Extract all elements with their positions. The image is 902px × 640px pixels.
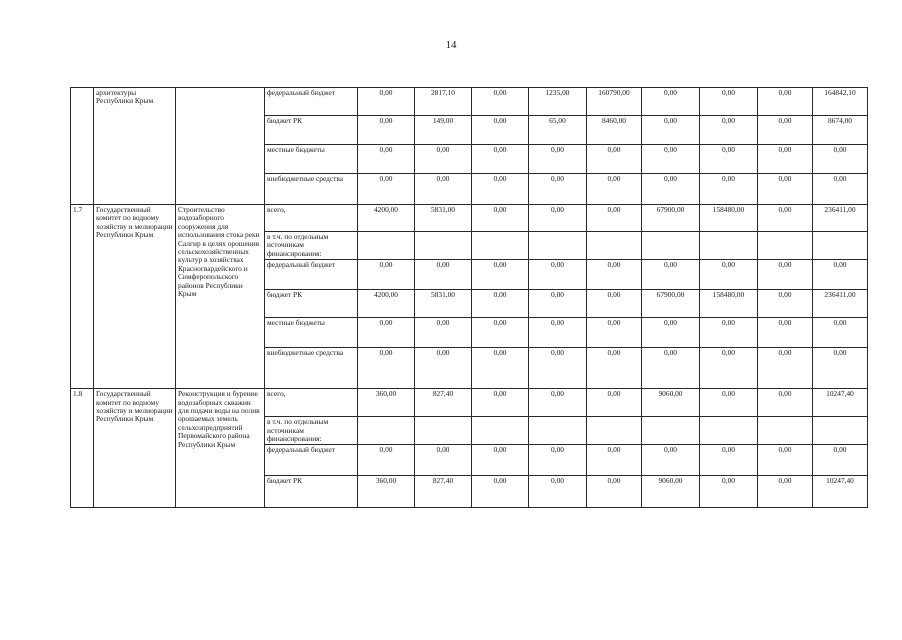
value-cell: 67900,00 <box>642 205 700 232</box>
value-cell: 0,00 <box>758 174 813 205</box>
value-cell: 2817,10 <box>415 88 472 116</box>
value-cell: 0,00 <box>472 389 529 417</box>
value-cell: 0,00 <box>758 389 813 417</box>
value-cell: 0,00 <box>642 348 700 389</box>
value-cell: 0,00 <box>813 318 868 348</box>
value-cell: 0,00 <box>700 389 758 417</box>
value-cell: 4200,00 <box>358 205 415 232</box>
value-cell: 164842,10 <box>813 88 868 116</box>
value-cell: 0,00 <box>700 116 758 145</box>
value-cell: 4200,00 <box>358 290 415 318</box>
value-cell: 0,00 <box>758 145 813 174</box>
value-cell: 0,00 <box>529 318 587 348</box>
value-cell <box>472 232 529 260</box>
value-cell: 0,00 <box>700 88 758 116</box>
value-cell: 0,00 <box>358 88 415 116</box>
value-cell: 0,00 <box>358 145 415 174</box>
value-cell: 0,00 <box>472 145 529 174</box>
funding-source-cell: всего, <box>265 205 358 232</box>
funding-source-cell: местные бюджеты <box>265 318 358 348</box>
value-cell <box>472 417 529 445</box>
value-cell <box>529 232 587 260</box>
value-cell: 827,40 <box>415 389 472 417</box>
activity-cell: Реконструкция и бурение водозаборных скважин для подачи воды на полив орошаемых земель сельхозпредприятий Первомайского района Республики Крым <box>176 389 265 508</box>
value-cell: 360,00 <box>358 389 415 417</box>
value-cell: 67900,00 <box>642 290 700 318</box>
value-cell: 0,00 <box>758 318 813 348</box>
funding-source-cell: федеральный бюджет <box>265 88 358 116</box>
funding-source-cell: в т.ч. по отдельным источникам финансирования: <box>265 232 358 260</box>
value-cell: 0,00 <box>472 205 529 232</box>
row-index-cell: 1.7 <box>71 205 94 389</box>
organization-cell: архитектуры Республики Крым <box>94 88 176 205</box>
value-cell <box>415 417 472 445</box>
value-cell: 10247,40 <box>813 476 868 508</box>
funding-source-cell: федеральный бюджет <box>265 445 358 476</box>
value-cell: 8674,00 <box>813 116 868 145</box>
value-cell: 0,00 <box>587 318 642 348</box>
value-cell: 9060,00 <box>642 389 700 417</box>
value-cell: 0,00 <box>700 145 758 174</box>
value-cell <box>813 232 868 260</box>
value-cell: 0,00 <box>642 260 700 290</box>
funding-source-cell: всего, <box>265 389 358 417</box>
value-cell <box>642 417 700 445</box>
value-cell: 0,00 <box>529 445 587 476</box>
value-cell: 0,00 <box>587 348 642 389</box>
value-cell: 0,00 <box>529 174 587 205</box>
value-cell: 0,00 <box>758 290 813 318</box>
value-cell: 0,00 <box>758 260 813 290</box>
activity-cell: Строительство водозаборного сооружения для использования стока реки Салгир в целях орошения сельскохозяйственных культур в хозяйствах Красногвардейского и Симферопольского районов Республики Крым <box>176 205 265 389</box>
value-cell: 236411,00 <box>813 205 868 232</box>
value-cell: 0,00 <box>472 318 529 348</box>
row-index-cell <box>71 88 94 205</box>
value-cell <box>415 232 472 260</box>
activity-cell <box>176 88 265 205</box>
table-row <box>71 88 868 116</box>
value-cell: 0,00 <box>700 318 758 348</box>
value-cell: 0,00 <box>472 476 529 508</box>
value-cell <box>758 232 813 260</box>
value-cell: 0,00 <box>358 260 415 290</box>
value-cell <box>758 417 813 445</box>
value-cell: 0,00 <box>415 260 472 290</box>
value-cell: 0,00 <box>587 476 642 508</box>
value-cell: 5831,00 <box>415 205 472 232</box>
value-cell: 360,00 <box>358 476 415 508</box>
value-cell: 0,00 <box>813 348 868 389</box>
value-cell: 0,00 <box>358 116 415 145</box>
value-cell: 160790,00 <box>587 88 642 116</box>
value-cell: 0,00 <box>415 145 472 174</box>
value-cell: 0,00 <box>472 445 529 476</box>
value-cell: 0,00 <box>758 88 813 116</box>
value-cell <box>529 417 587 445</box>
table-row <box>71 389 868 417</box>
value-cell: 0,00 <box>642 145 700 174</box>
value-cell: 0,00 <box>529 348 587 389</box>
value-cell: 0,00 <box>472 260 529 290</box>
value-cell: 0,00 <box>358 318 415 348</box>
value-cell: 149,00 <box>415 116 472 145</box>
value-cell <box>358 417 415 445</box>
value-cell: 65,00 <box>529 116 587 145</box>
organization-cell: Государственный комитет по водному хозяйству и мелиорации Республики Крым <box>94 205 176 389</box>
value-cell <box>700 232 758 260</box>
value-cell: 0,00 <box>758 348 813 389</box>
page-number: 14 <box>445 39 457 51</box>
value-cell: 0,00 <box>415 318 472 348</box>
value-cell: 0,00 <box>472 290 529 318</box>
value-cell: 827,40 <box>415 476 472 508</box>
value-cell: 158480,00 <box>700 205 758 232</box>
value-cell: 0,00 <box>700 348 758 389</box>
value-cell: 0,00 <box>529 145 587 174</box>
value-cell: 0,00 <box>358 174 415 205</box>
value-cell <box>700 417 758 445</box>
value-cell: 0,00 <box>529 476 587 508</box>
value-cell: 0,00 <box>587 445 642 476</box>
row-index-cell: 1.8 <box>71 389 94 508</box>
value-cell <box>358 232 415 260</box>
value-cell <box>587 232 642 260</box>
value-cell: 0,00 <box>758 205 813 232</box>
value-cell: 0,00 <box>642 88 700 116</box>
value-cell: 0,00 <box>642 445 700 476</box>
value-cell: 0,00 <box>358 348 415 389</box>
value-cell: 0,00 <box>587 145 642 174</box>
value-cell: 0,00 <box>642 318 700 348</box>
value-cell: 236411,00 <box>813 290 868 318</box>
value-cell: 0,00 <box>415 348 472 389</box>
value-cell: 0,00 <box>758 445 813 476</box>
value-cell: 0,00 <box>813 260 868 290</box>
value-cell: 0,00 <box>472 116 529 145</box>
value-cell: 0,00 <box>472 174 529 205</box>
value-cell: 0,00 <box>700 260 758 290</box>
value-cell <box>642 232 700 260</box>
table-row <box>71 205 868 232</box>
value-cell: 0,00 <box>758 476 813 508</box>
value-cell: 10247,40 <box>813 389 868 417</box>
funding-source-cell: внебюджетные средства <box>265 348 358 389</box>
value-cell: 0,00 <box>529 290 587 318</box>
value-cell: 0,00 <box>758 116 813 145</box>
value-cell: 0,00 <box>472 348 529 389</box>
value-cell: 0,00 <box>587 174 642 205</box>
funding-source-cell: местные бюджеты <box>265 145 358 174</box>
value-cell: 0,00 <box>700 174 758 205</box>
funding-source-cell: федеральный бюджет <box>265 260 358 290</box>
value-cell: 0,00 <box>529 389 587 417</box>
funding-source-cell: в т.ч. по отдельным источникам финансирования: <box>265 417 358 445</box>
value-cell: 0,00 <box>700 476 758 508</box>
value-cell: 0,00 <box>813 174 868 205</box>
value-cell: 0,00 <box>529 205 587 232</box>
funding-source-cell: бюджет РК <box>265 476 358 508</box>
funding-source-cell: внебюджетные средства <box>265 174 358 205</box>
value-cell: 0,00 <box>642 174 700 205</box>
value-cell: 0,00 <box>587 205 642 232</box>
value-cell: 0,00 <box>415 445 472 476</box>
value-cell: 9060,00 <box>642 476 700 508</box>
value-cell: 0,00 <box>813 445 868 476</box>
value-cell: 0,00 <box>642 116 700 145</box>
value-cell: 0,00 <box>529 260 587 290</box>
budget-table <box>70 87 868 508</box>
value-cell: 0,00 <box>587 290 642 318</box>
value-cell: 1235,00 <box>529 88 587 116</box>
value-cell: 0,00 <box>700 445 758 476</box>
value-cell: 8460,00 <box>587 116 642 145</box>
value-cell: 0,00 <box>358 445 415 476</box>
value-cell: 0,00 <box>415 174 472 205</box>
value-cell <box>587 417 642 445</box>
funding-source-cell: бюджет РК <box>265 116 358 145</box>
value-cell: 0,00 <box>587 260 642 290</box>
value-cell: 0,00 <box>472 88 529 116</box>
organization-cell: Государственный комитет по водному хозяйству и мелиорации Республики Крым <box>94 389 176 508</box>
funding-source-cell: бюджет РК <box>265 290 358 318</box>
value-cell: 0,00 <box>813 145 868 174</box>
value-cell: 5831,00 <box>415 290 472 318</box>
value-cell <box>813 417 868 445</box>
value-cell: 0,00 <box>587 389 642 417</box>
value-cell: 158480,00 <box>700 290 758 318</box>
